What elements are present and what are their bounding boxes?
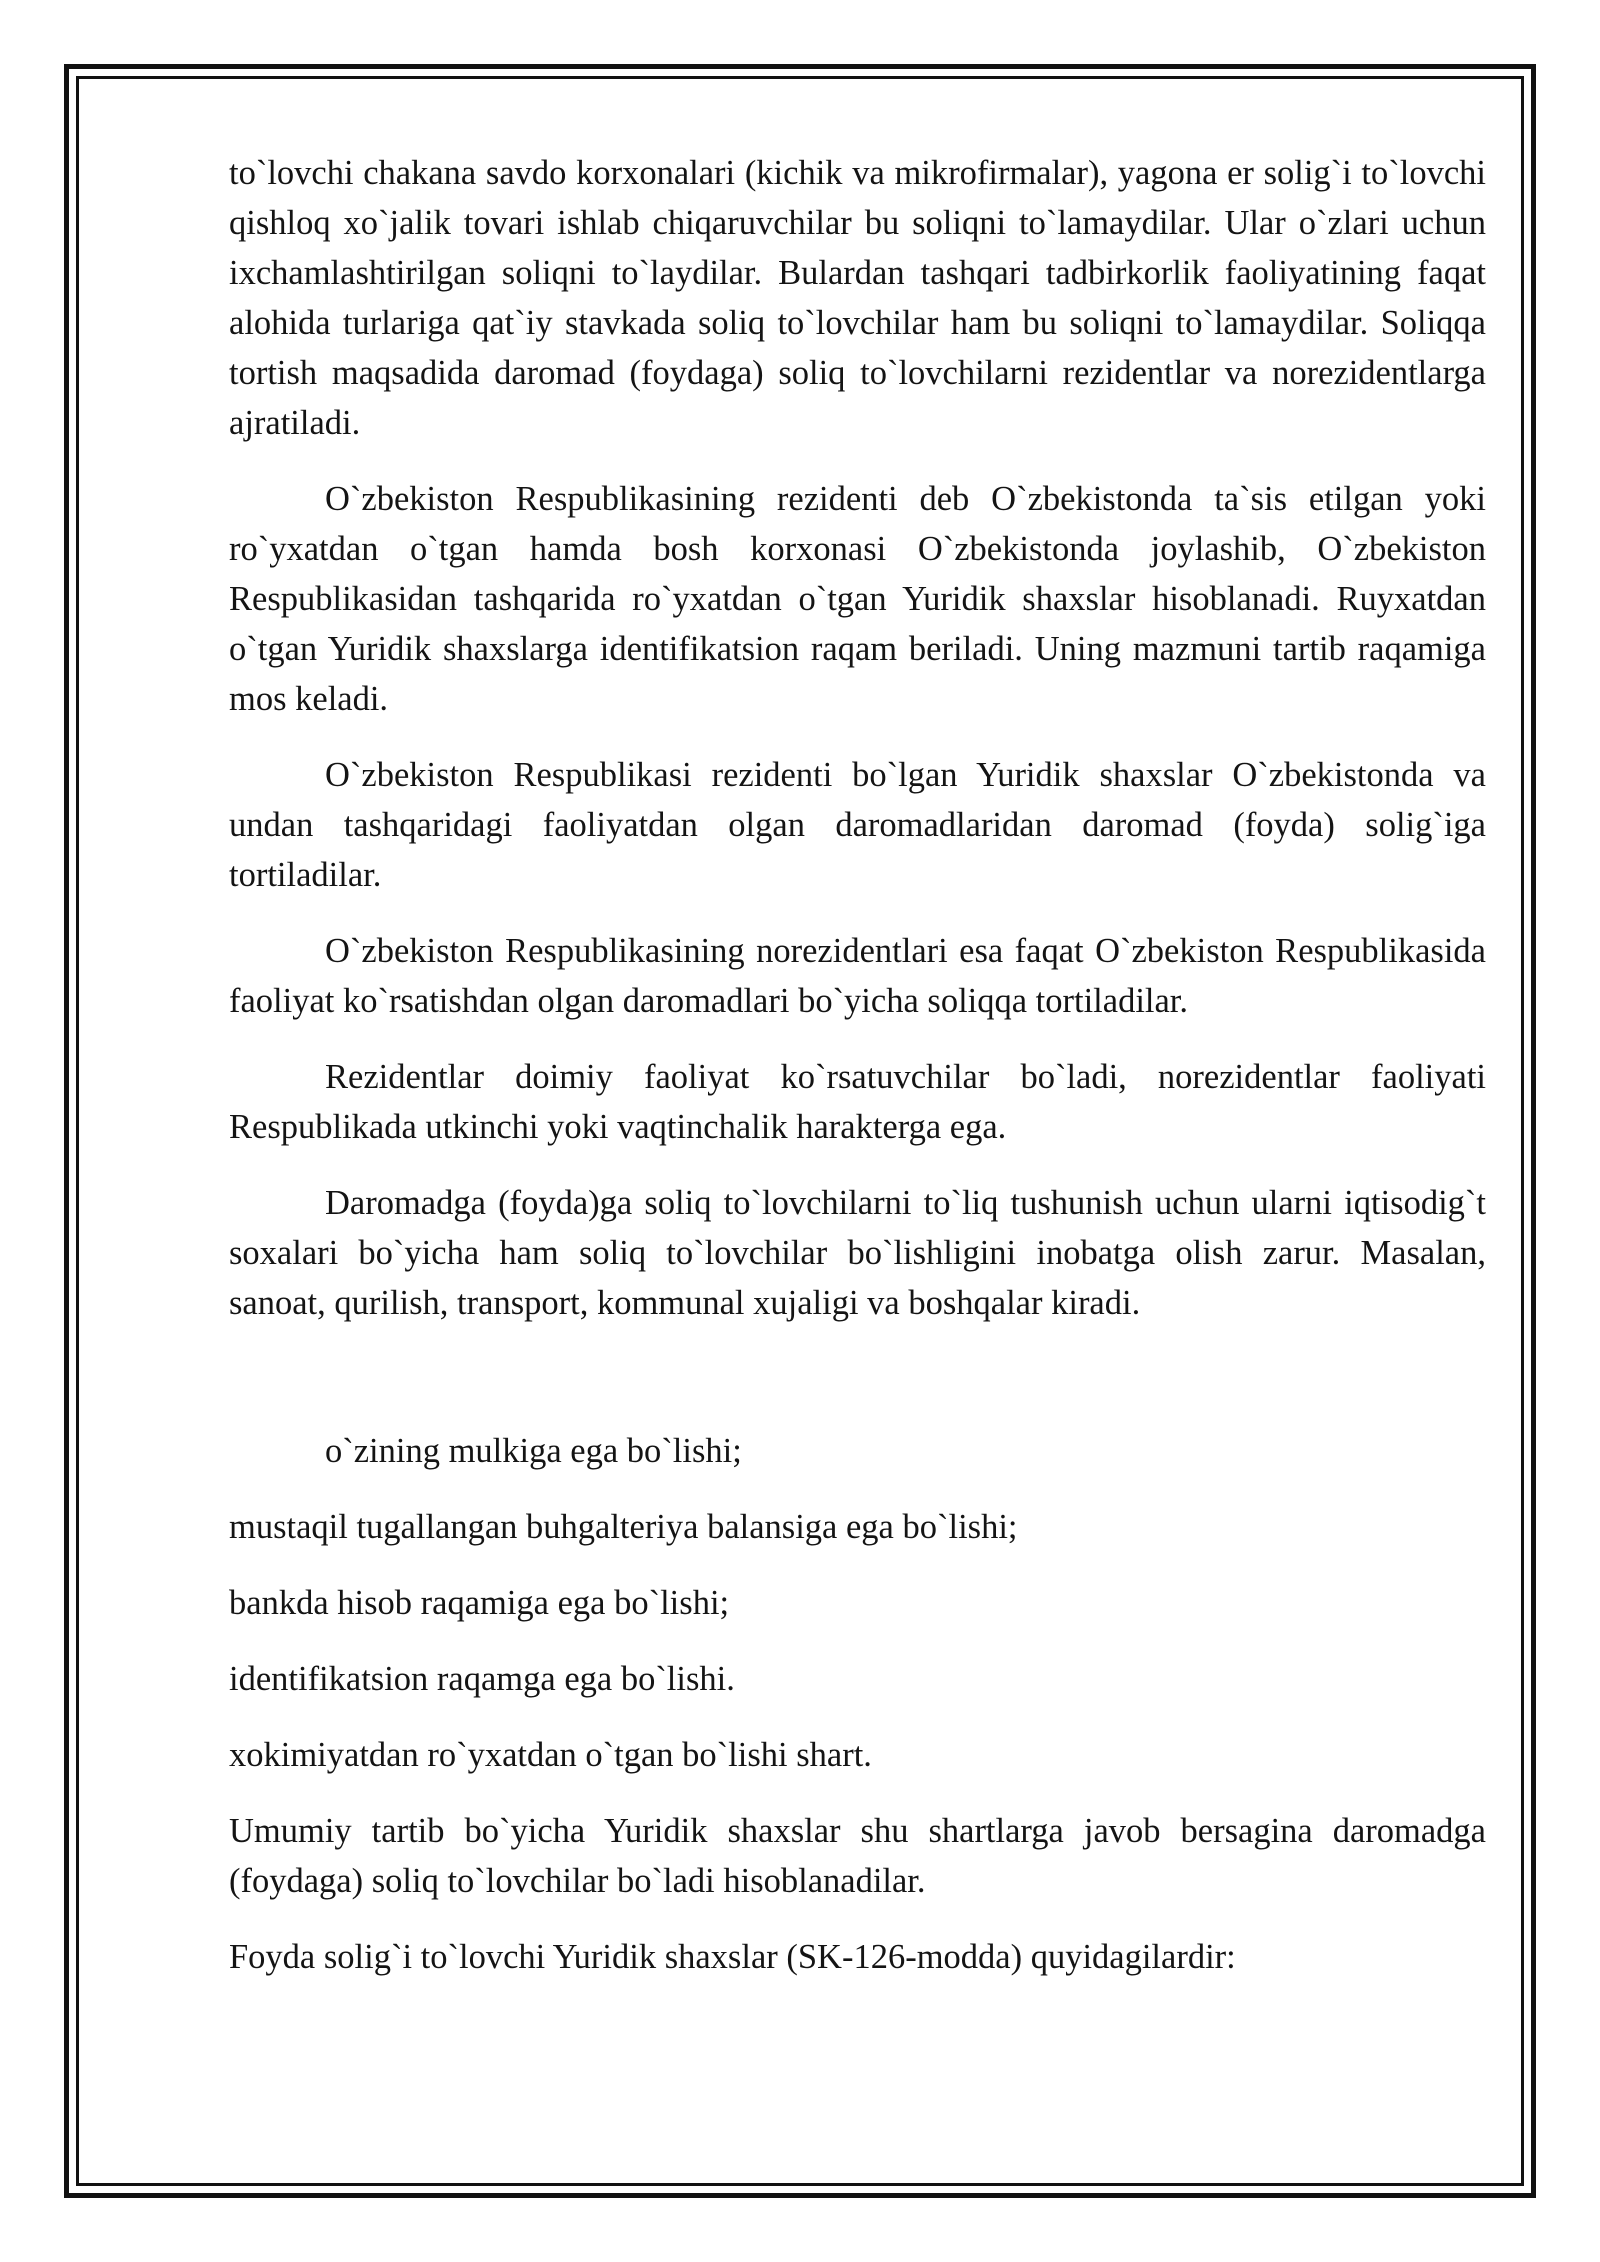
paragraph-payers-list-intro: Foyda solig`i to`lovchi Yuridik shaxslar (SK-126-modda) quyidagilardir: [229,1938,1236,1976]
paragraph-resident-activity: Rezidentlar doimiy faoliyat ko`rsatuvchilar bo`ladi, norezidentlar faoliyati Respublikada utkinchi yoki vaqtinchalik harakterga ega. [229,1058,1486,1146]
condition-item: o`zining mulkiga ega bo`lishi; [325,1432,742,1470]
paragraph-nonresident-taxation: O`zbekiston Respublikasining norezidentlari esa faqat O`zbekiston Respublikasida faoliyat ko`rsatishdan olgan daromadlari bo`yicha soliqqa tortiladilar. [229,932,1486,1020]
blank-space [229,1354,1486,1426]
paragraph-resident-taxation: O`zbekiston Respublikasi rezidenti bo`lgan Yuridik shaxslar O`zbekistonda va undan tashqaridagi faoliyatdan olgan daromadlaridan daromad (foyda) solig`iga tortiladilar. [229,756,1486,894]
condition-item: identifikatsion raqamga ega bo`lishi. [229,1660,735,1698]
condition-item: bankda hisob raqamiga ega bo`lishi; [229,1584,730,1622]
paragraph-payers-exemptions: to`lovchi chakana savdo korxonalari (kichik va mikrofirmalar), yagona er solig`i to`lovchi qishloq xo`jalik tovari ishlab chiqaruvchilar bu soliqni to`lamaydilar. Ular o`zlari uchun ixchamlashtirilgan soliqni to`laydilar. Bulardan tashqari tadbirkorlik faoliyatining faqat alohida turlariga qat`iy stavkada soliq to`lovchilar ham bu soliqni to`lamaydilar. Soliqqa tortish maqsadida daromad (foydaga) soliq to`lovchilarni rezidentlar va norezidentlarga ajratiladi. [229,154,1486,442]
condition-item: xokimiyatdan ro`yxatdan o`tgan bo`lishi shart. [229,1736,872,1774]
paragraph-sectors: Daromadga (foyda)ga soliq to`lovchilarni to`liq tushunish uchun ularni iqtisodig`t soxalari bo`yicha ham soliq to`lovchilar bo`lishligini inobatga olish zarur. Masalan, sanoat, qurilish, transport, kommunal xujaligi va boshqalar kiradi. [229,1184,1486,1322]
condition-item: mustaqil tugallangan buhgalteriya balansiga ega bo`lishi; [229,1508,1018,1546]
document-body [229,148,1486,2008]
paragraph-general-rule: Umumiy tartib bo`yicha Yuridik shaxslar shu shartlarga javob bersagina daromadga (foydaga) soliq to`lovchilar bo`ladi hisoblanadilar. [229,1812,1486,1900]
paragraph-resident-definition: O`zbekiston Respublikasining rezidenti deb O`zbekistonda ta`sis etilgan yoki ro`yxatdan o`tgan hamda bosh korxonasi O`zbekistonda joylashib, O`zbekiston Respublikasidan tashqarida ro`yxatdan o`tgan Yuridik shaxslar hisoblanadi. Ruyxatdan o`tgan Yuridik shaxslarga identifikatsion raqam beriladi. Uning mazmuni tartib raqamiga mos keladi. [229,480,1486,718]
